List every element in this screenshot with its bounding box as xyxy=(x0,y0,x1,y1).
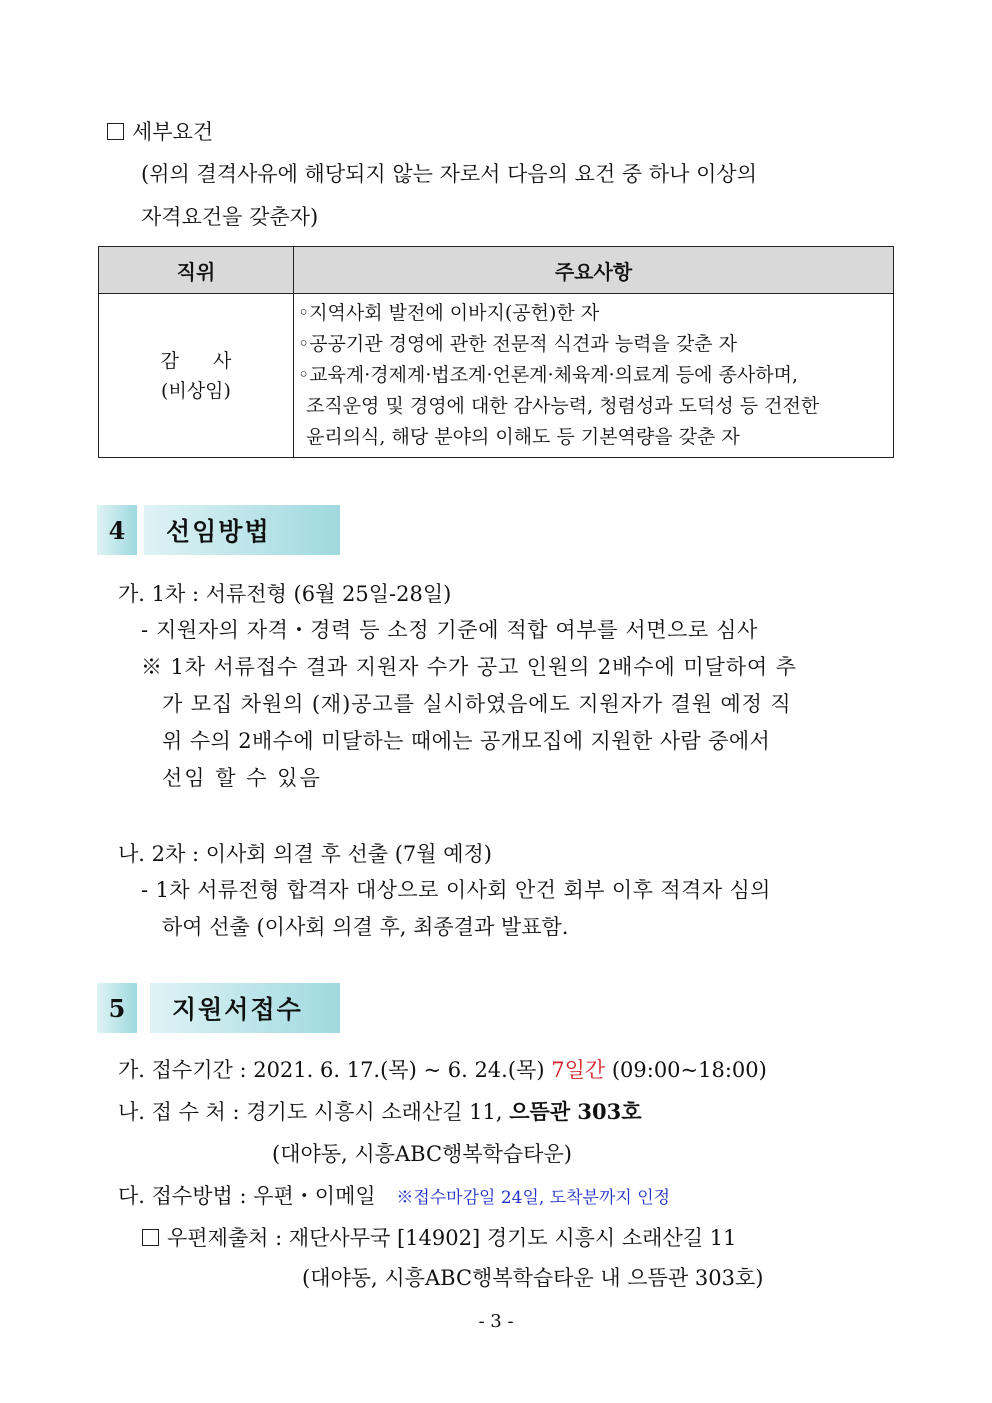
checkbox-square-icon xyxy=(107,123,124,140)
application-place: 나. 접 수 처 : 경기도 시흥시 소래산길 11, 으뜸관 303호 xyxy=(118,1099,642,1124)
section4-a-title: 가. 1차 : 서류전형 (6월 25일-28일) xyxy=(118,582,452,606)
header-details: 주요사항 xyxy=(294,247,894,294)
post-submission-line2: (대야동, 시흥ABC행복학습타운 내 으뜸관 303호) xyxy=(302,1266,764,1290)
section-4-number: 4 xyxy=(97,505,137,555)
position-title: 감 사 xyxy=(160,349,246,372)
section4-a-note2: 가 모집 차원의 (재)공고를 실시하였음에도 지원자가 결원 예정 직 xyxy=(162,692,792,716)
section4-a-note3: 위 수의 2배수에 미달하는 때에는 공개모집에 지원한 사람 중에서 xyxy=(162,729,771,753)
details-cell xyxy=(294,294,894,458)
position-cell xyxy=(99,294,294,458)
page-number: - 3 - xyxy=(478,1311,514,1332)
section-4-title: 선임방법 xyxy=(144,505,340,555)
header-position: 직위 xyxy=(99,247,294,294)
method-note: ※접수마감일 24일, 도착분까지 인정 xyxy=(396,1188,671,1208)
application-period: 가. 접수기간 : 2021. 6. 17.(목) ~ 6. 24.(목) 7일간 (09:00~18:00) xyxy=(118,1058,767,1082)
post-submission: 우편제출처 : 재단사무국 [14902] 경기도 시흥시 소래산길 11 xyxy=(142,1222,736,1252)
table-header-row xyxy=(99,247,894,294)
section-5-number: 5 xyxy=(97,983,137,1033)
detail-note-line1: (위의 결격사유에 해당되지 않는 자로서 다음의 요건 중 하나 이상의 xyxy=(141,162,757,186)
section4-a-note4: 선임 할 수 있음 xyxy=(162,766,322,790)
list-item: 윤리의식, 해당 분야의 이해도 등 기본역량을 갖춘 자 xyxy=(306,426,740,448)
detail-heading: 세부요건 xyxy=(107,116,213,146)
position-type: (비상임) xyxy=(161,379,231,402)
application-place-line2: (대야동, 시흥ABC행복학습타운) xyxy=(272,1142,572,1166)
list-item: 조직운영 및 경영에 대한 감사능력, 청렴성과 도덕성 등 건전한 xyxy=(306,395,820,417)
section4-b-title: 나. 2차 : 이사회 의결 후 선출 (7월 예정) xyxy=(118,842,492,866)
list-item: ◦지역사회 발전에 이바지(공헌)한 자 xyxy=(298,302,600,324)
section4-a-line1: - 지원자의 자격・경력 등 소정 기준에 적합 여부를 서면으로 심사 xyxy=(141,618,758,642)
section-5-title: 지원서접수 xyxy=(150,983,340,1033)
list-item: ◦공공기관 경영에 관한 전문적 식견과 능력을 갖춘 자 xyxy=(298,333,737,355)
application-method: 다. 접수방법 : 우편・이메일 ※접수마감일 24일, 도착분까지 인정 xyxy=(118,1184,671,1208)
section4-b-line2: 하여 선출 (이사회 의결 후, 최종결과 발표함. xyxy=(162,915,569,939)
detail-note-line2: 자격요건을 갖춘자) xyxy=(141,205,319,229)
checkbox-square-icon xyxy=(142,1229,159,1246)
table-row xyxy=(99,294,894,458)
requirements-table xyxy=(98,246,894,458)
section4-b-line1: - 1차 서류전형 합격자 대상으로 이사회 안건 회부 이후 적격자 심의 xyxy=(141,878,771,902)
list-item: ◦교육계·경제계·법조계·언론계·체육계·의료계 등에 종사하며, xyxy=(298,364,799,386)
period-highlight: 7일간 xyxy=(551,1058,606,1082)
section4-a-note1: ※ 1차 서류접수 결과 지원자 수가 공고 인원의 2배수에 미달하여 추 xyxy=(141,655,797,679)
